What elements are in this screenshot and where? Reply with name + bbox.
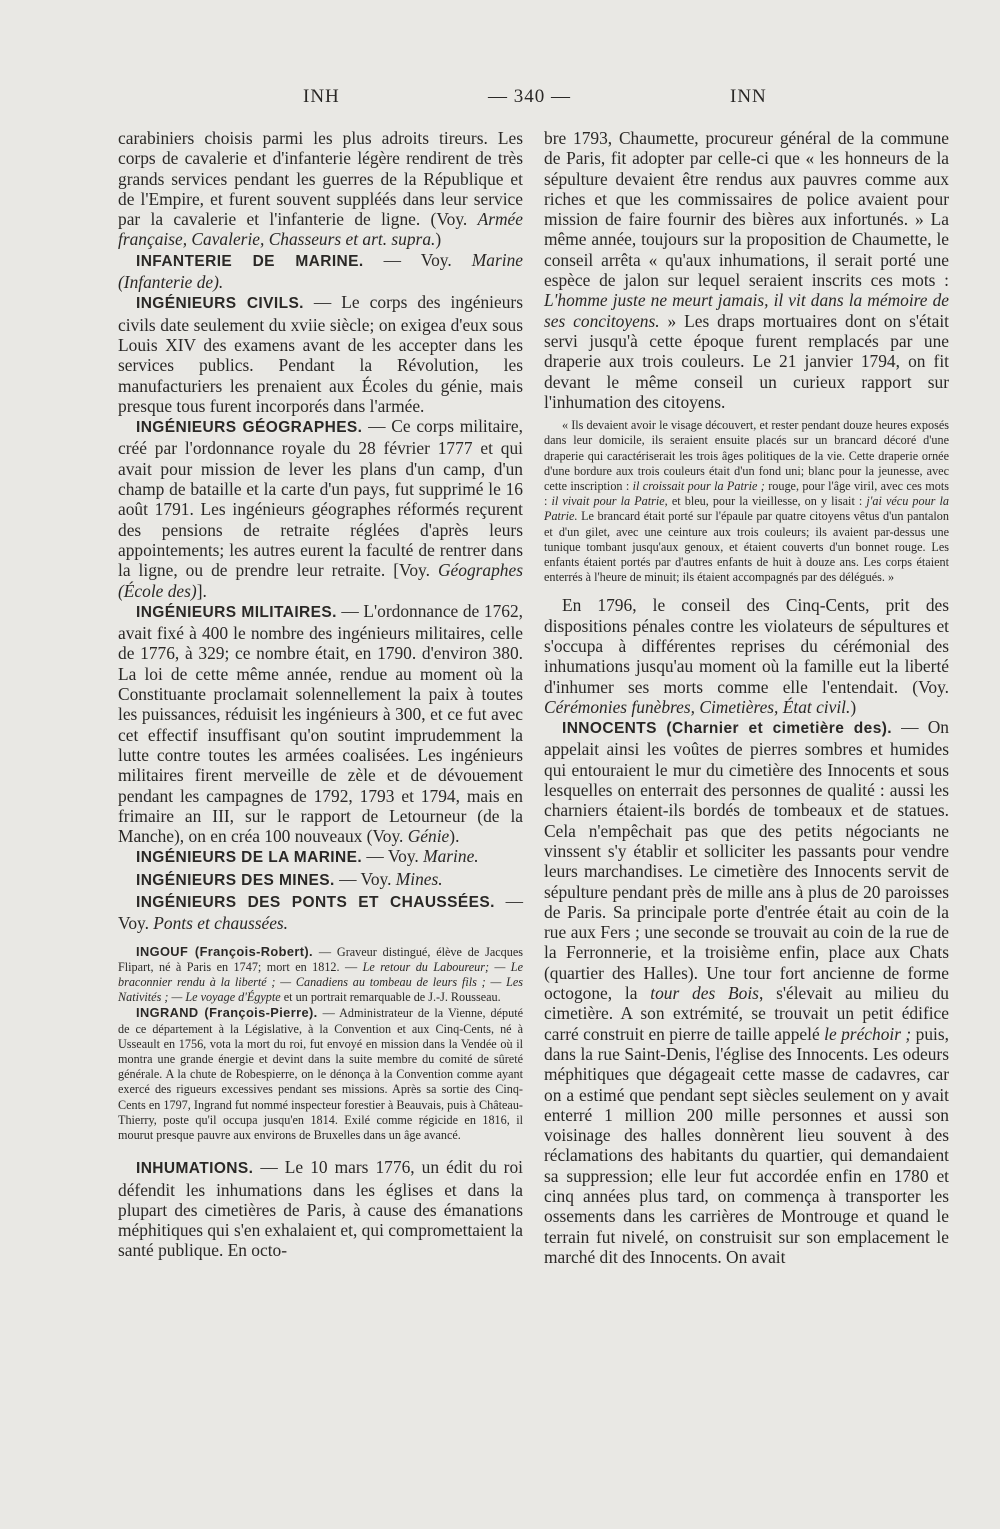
entry-headword: INGÉNIEURS DES PONTS ET CHAUSSÉES. (136, 893, 495, 911)
bio-ingouf: INGOUF (François-Robert). — Graveur distingué, élève de Jacques Flipart, né à Paris en 1747; mort en 1812. — Le retour du Laboureur; — Le braconnier rendu à la liberté ; — Canadiens au tombeau de leurs fils ; — Les Nativités ; — Le voyage d'Égypte et un portrait remarquable de J.-J. Rousseau. (118, 943, 523, 1005)
paragraph-cavalerie: carabiniers choisis parmi les plus adroits tireurs. Les corps de cavalerie et d'infanterie légère rendirent de très grands services pendant les guerres de la République et de l'Empire, et furent souvent suppléés dans leur service par la cavalerie et l'infanterie de ligne. (Voy. Armée française, Cavalerie, Chasseurs et art. supra.) (118, 128, 523, 250)
entry-ingenieurs-geographes: INGÉNIEURS GÉOGRAPHES. — Ce corps militaire, créé par l'ordonnance royale du 28 février 1777 et qui avait pour mission de lever les plans d'un camp, d'un champ de bataille et la carte d'un pays, fut supprimé le 16 août 1791. Les ingénieurs géographes réformés reçurent des pensions de retraite réglées d'après leurs appointements; les autres eurent la faculté de rentrer dans la ligne, ou de prendre leur retraite. [Voy. Géographes (École des)]. (118, 416, 523, 601)
entry-headword: INGÉNIEURS CIVILS. (136, 295, 304, 313)
entry-headword: INNOCENTS (Charnier et cimetière des). (562, 720, 892, 738)
entry-headword: INGÉNIEURS DE LA MARINE. (136, 849, 363, 867)
entry-headword: INGÉNIEURS MILITAIRES. (136, 603, 337, 621)
running-header (0, 86, 1000, 112)
entry-innocents: INNOCENTS (Charnier et cimetière des). — On appelait ainsi les voûtes de pierres sombres et humides qui entouraient le mur du cimetière des Innocents et sous lesquelles on enterrait des personnes de qualité : aussi les charniers étaient-ils bordés de tombeaux et de statues. Cela n'empêchait pas que des petits négociants ne vinssent s'y établir et solliciter les passants pour vendre leurs marchandises. Le cimetière des Innocents servit de sépulture pendant près de mille ans à plus de 20 paroisses de Paris. Sa principale porte d'entrée était au coin de la rue aux Fers ; une seconde se trouvait au coin de la rue de la Ferronnerie, et la troisième enfin, place aux Chats (quartier des Halles). Une tour fort ancienne de forme octogone, la tour des Bois, s'élevait au milieu du cimetière. A son extrémité, se trouvait un petit édifice carré construit en pierre de taille appelé le préchoir ; puis, dans la rue Saint-Denis, l'église des Innocents. Les odeurs méphitiques que dégageait cette masse de cadavres, car on a estimé que pendant sept siècles seulement on y avait enterré 1 million 200 mille personnes et aussi son voisinage des halles donnèrent lieu souvent à des réclamations des habitants du quartier, qui demandaient sa suppression; elle leur fut accordée enfin en 1780 et cinq années plus tard, on commença à transporter les ossements dans les carrières de Montrouge et quand le terrain fut nivelé, on construisit sur son emplacement le marché dit des Innocents. On avait (544, 717, 949, 1267)
entry-ingenieurs-militaires: INGÉNIEURS MILITAIRES. — L'ordonnance de 1762, avait fixé à 400 le nombre des ingénieurs militaires, celle de 1776, à 329; ce nombre était, en 1790. d'environ 380. La loi de cette même année, rendue au moment où la Constituante proclamait solennellement la paix à toutes les puissances, réduisit les ingénieurs à 300, et ce fut avec cet effectif insuffisant qu'on soutint imprudemment la lutte contre toutes les armées coalisées. Les ingénieurs militaires firent merveille de zèle et de dévouement pendant les campagnes de 1792, 1793 et 1794, mais en frimaire an III, sur le rapport de Letourneur (de la Manche), on en créa 100 nouveaux (Voy. Génie). (118, 600, 524, 847)
bio-headword: INGRAND (François-Pierre). (136, 1005, 318, 1021)
bio-ingrand: INGRAND (François-Pierre). — Administrateur de la Vienne, député de ce département à la Législative, à la Convention et aux Cinq-Cents, né à Usseault en 1756, vota la mort du roi, fut envoyé en mission dans la Vendée où il montra une grande énergie et devint dans la suite membre du comité de sûreté générale. A la chute de Robespierre, on le dénonça à la Convention comme ayant exercé des rigueurs excessives pendant ses missions. Après sa sortie des Cinq-Cents en 1797, Ingrand fut nommé inspecteur forestier à Beauvais, puis à Château-Thierry, poste qu'il occupa jusqu'en 1814. Exilé comme régicide en 1816, il mourut presque pauvre aux environs de Bruxelles dans un âge avancé. (118, 1005, 523, 1143)
page-number: — 340 — (488, 86, 571, 107)
entry-headword: INGÉNIEURS GÉOGRAPHES. (136, 419, 363, 437)
header-left: INH (303, 86, 340, 107)
entry-infanterie-de-marine: INFANTERIE DE MARINE. — Voy. Marine (Infanterie de). (118, 249, 523, 293)
entry-ingenieurs-de-la-marine: INGÉNIEURS DE LA MARINE. — Voy. Marine. (136, 846, 479, 867)
entry-ingenieurs-civils: INGÉNIEURS CIVILS. — Le corps des ingénieurs civils date seulement du xviie siècle; on exigea d'eux sous Louis XIV des examens avant de les accepter dans les services publics. Pendant la Révolution, les manufacturiers les prenaient aux Écoles du génie, mais presque tous furent incorporés dans l'armée. (118, 292, 523, 416)
paragraph-chaumette: bre 1793, Chaumette, procureur général de la commune de Paris, fit adopter par celle-ci que « les honneurs de la sépulture devaient être rendus aux pauvres comme aux riches et que les commissaires de police avaient pour mission de faire fournir des bières aux infortunés. » La même année, toujours sur la proposition de Chaumette, le conseil arrêta « qu'aux inhumations, il serait porté une espèce de jalon sur lequel seraient inscrits ces mots : L'homme juste ne meurt jamais, il vit dans la mémoire de ses concitoyens. » Les draps mortuaires dont on s'était servi jusqu'à cette époque furent remplacés par une draperie aux trois couleurs. Le 21 janvier 1794, on fit devant le même conseil un curieux rapport sur l'inhumation des citoyens. (544, 128, 949, 412)
entry-headword: INHUMATIONS. (136, 1160, 254, 1178)
entry-headword: INGÉNIEURS DES MINES. (136, 871, 335, 889)
entry-ingenieurs-des-ponts: INGÉNIEURS DES PONTS ET CHAUSSÉES. — Voy. Ponts et chaussées. (118, 890, 523, 934)
left-column (118, 128, 523, 1261)
paragraph-cinq-cents: En 1796, le conseil des Cinq-Cents, prit des dispositions pénales contre les violateurs de sépultures et s'occupa à différentes reprises du cérémonial des inhumations jusqu'au moment où la famille eut la liberté d'inhumer ses morts comme elle l'entendait. (Voy. Cérémonies funèbres, Cimetières, État civil.) (544, 595, 949, 717)
right-column (544, 128, 949, 1267)
entry-ingenieurs-des-mines: INGÉNIEURS DES MINES. — Voy. Mines. (136, 868, 443, 889)
header-right: INN (730, 86, 767, 107)
entry-inhumations: INHUMATIONS. — Le 10 mars 1776, un édit du roi défendit les inhumations dans les églises et dans la plupart des cimetières de Paris, à cause des émanations méphitiques qui s'en exhalaient et, qui compromettaient la santé publique. En octo- (118, 1157, 523, 1261)
quotation-rapport: « Ils devaient avoir le visage découvert, et rester pendant douze heures exposés dans leur domicile, ils seraient ensuite placés sur un brancard décoré d'une draperie qui caractériserait les trois âges politiques de la vie. Cette draperie ornée d'une bordure aux trois couleurs était d'un fond uni; blanc pour la jeunesse, avec cette inscription : il croissait pour la Patrie ; rouge, pour l'âge viril, avec ces mots : il vivait pour la Patrie, et bleu, pour la vieillesse, on y lisait : j'ai vécu pour la Patrie. Le brancard était porté sur l'épaule par quatre citoyens vêtus d'un pantalon et d'un gilet, avec une ceinture aux trois couleurs; ils avaient par-dessus une tunique tombant jusqu'aux genoux, et étaient couverts d'un bonnet rouge. Les enfants étaient portés par d'autres enfants de huit à douze ans. Les corps étaient enterrés à l'heure de minuit; ils étaient accompagnés par des délégués. » (544, 418, 949, 585)
entry-headword: INFANTERIE DE MARINE. (136, 252, 364, 270)
bio-headword: INGOUF (François-Robert). (136, 943, 314, 959)
